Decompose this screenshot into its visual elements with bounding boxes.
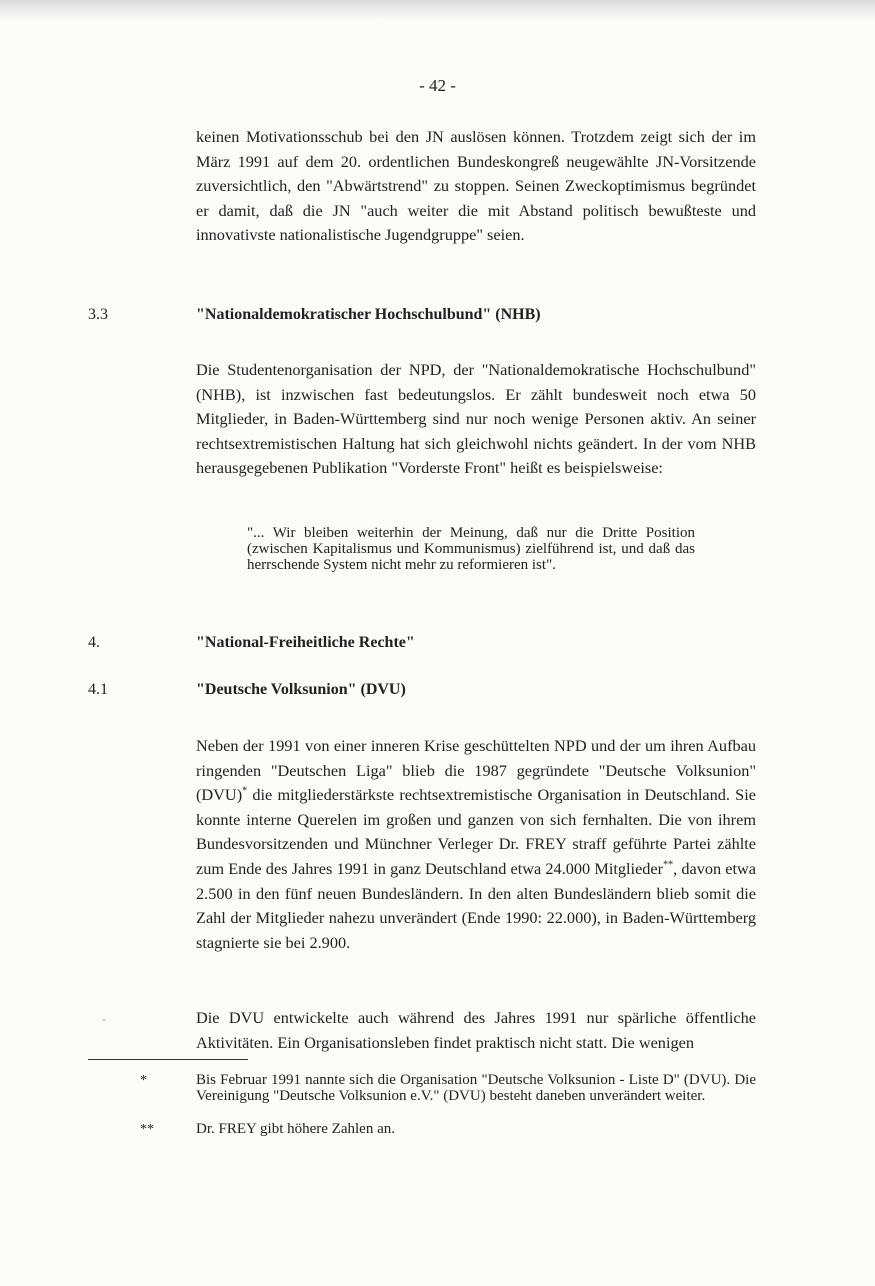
nhb-paragraph: Die Studentenorganisation der NPD, der "Nationaldemokratische Hochschulbund" (NHB), ist inzwischen fast bedeutungslos. Er zählt bundesweit noch etwa 50 Mitglieder, in Baden-Württemberg sind nur noch wenige Personen aktiv. An seiner rechtsextremistischen Haltung hat sich gleichwohl nichts geändert. In der vom NHB herausgegebenen Publikation "Vorderste Front" heißt es beispielsweise:	[196, 360, 756, 478]
section-title-4: "National-Freiheitliche Rechte"	[196, 634, 415, 651]
intro-paragraph: keinen Motivationsschub bei den JN auslösen können. Trotzdem zeigt sich der im März 1991 auf dem 20. ordentlichen Bundeskongreß neugewählte JN-Vorsitzende zuversichtlich, den "Abwärtstrend" zu stoppen. Seinen Zweckoptimismus begründet er damit, daß die JN "auch weiter die mit Abstand politisch bewußteste und innovativste nationalistische Jugendgruppe" seien.	[196, 127, 756, 245]
footnote-text-2: Dr. FREY gibt höhere Zahlen an.	[196, 1121, 395, 1137]
dvu-p1-part3: , davon etwa 2.500 in den fünf neuen Bundesländern. In den alten Bundesländern blieb somit die Zahl der Mitglieder nahezu unverändert (Ende 1990: 22.000), in Baden-Württemberg stagnierte sie bei 2.900.	[196, 858, 757, 952]
footnote-text-1: Bis Februar 1991 nannte sich die Organisation "Deutsche Volksunion - Liste D" (DVU). Die Vereinigung "Deutsche Volksunion e.V." (DVU) besteht daneben unverändert weiter.	[196, 1072, 756, 1104]
footnote-mark-2: **	[140, 1122, 154, 1137]
dvu-p1-part2: die mitgliederstärkste rechtsextremistische Organisation in Deutschland. Sie konnte interne Querelen im großen und ganzen von sich fernhalten. Die von ihrem Bundesvorsitzenden und Münchner Verleger Dr. FREY straff geführte Partei zählte zum Ende des Jahres 1991 in ganz Deutschland etwa 24.000 Mitglieder	[196, 785, 756, 878]
section-title-4-1: "Deutsche Volksunion" (DVU)	[196, 681, 406, 698]
footnote-ref-2: **	[663, 859, 674, 871]
footnote-mark-1: *	[140, 1073, 147, 1088]
scan-top-edge	[0, 0, 875, 22]
dvu-p1-part1: Neben der 1991 von einer inneren Krise geschüttelten NPD und der um ihren Aufbau ringenden "Deutschen Liga" blieb die 1987 gegründete "Deutsche Volksunion" (DVU)	[196, 736, 756, 805]
margin-dash: -	[102, 1012, 106, 1026]
footnote-ref-1: *	[242, 785, 248, 797]
page-number: - 42 -	[419, 76, 456, 95]
dvu-paragraph-1	[196, 734, 756, 955]
dvu-paragraph-2: Die DVU entwickelte auch während des Jahres 1991 nur spärliche öffentliche Aktivitäten. Ein Organisationsleben findet praktisch nicht statt. Die wenigen	[196, 1008, 756, 1052]
section-number-3-3: 3.3	[88, 306, 108, 323]
nhb-quote: "... Wir bleiben weiterhin der Meinung, daß nur die Dritte Position (zwischen Kapitalismus und Kommunismus) zielführend ist, und daß das herrschende System nicht mehr zu reformieren ist".	[247, 525, 695, 574]
section-number-4: 4.	[88, 634, 100, 651]
footnote-separator	[88, 1059, 248, 1060]
section-title-3-3: "Nationaldemokratischer Hochschulbund" (NHB)	[196, 306, 541, 323]
section-number-4-1: 4.1	[88, 681, 108, 698]
